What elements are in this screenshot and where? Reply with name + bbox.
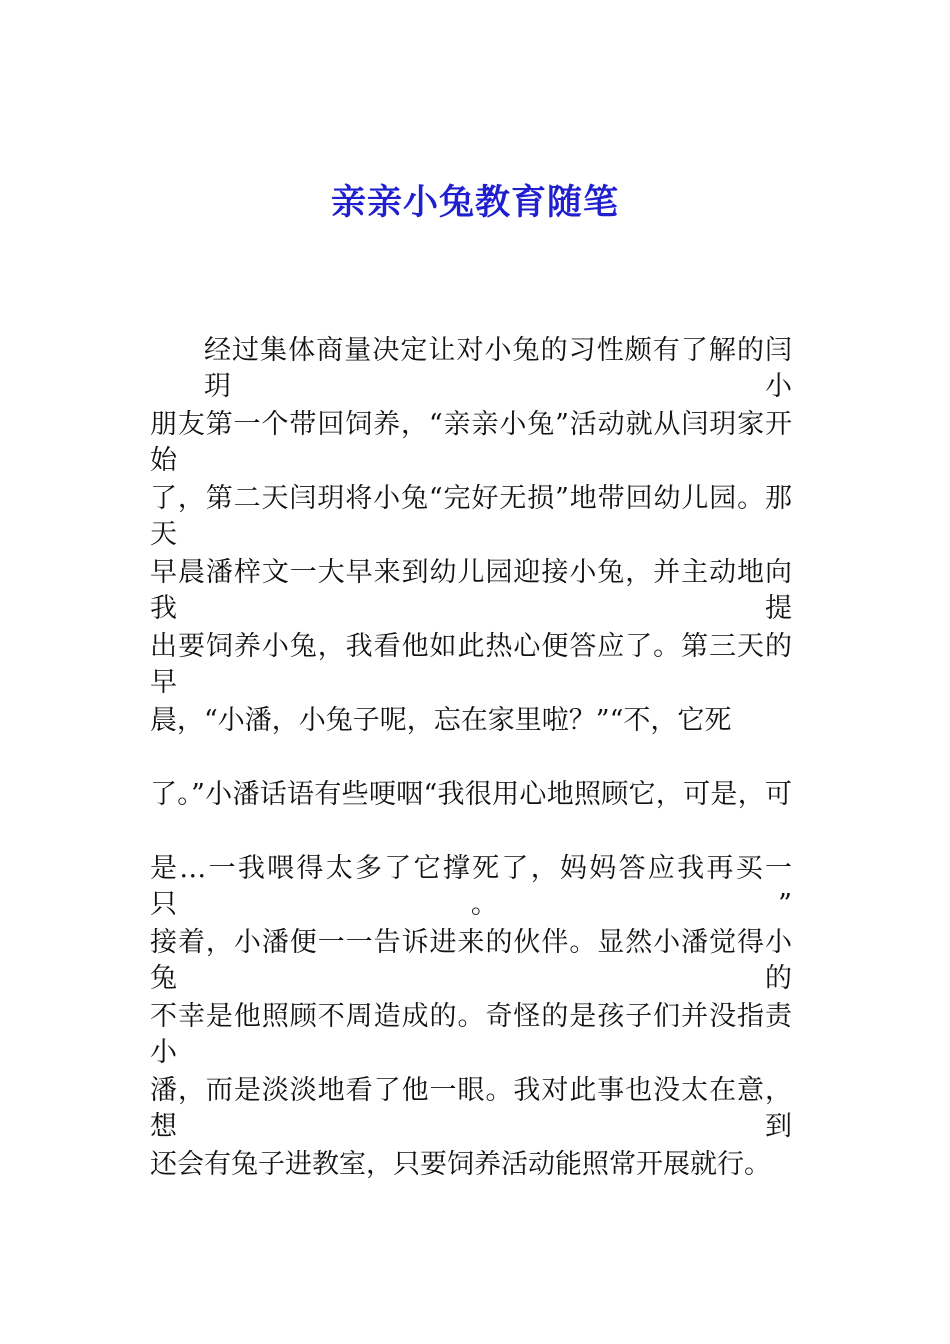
paragraph-line-2: 朋友第一个带回饲养，“亲亲小兔”活动就从闫玥家开始	[150, 409, 792, 476]
paragraph-line-11: 潘，而是淡淡地看了他一眼。我对此事也没太在意，想到	[150, 1075, 792, 1142]
paragraph-line-10: 不幸是他照顾不周造成的。奇怪的是孩子们并没指责小	[150, 1001, 792, 1068]
paragraph-line-4: 早晨潘梓文一大早来到幼儿园迎接小兔，并主动地向我提	[150, 557, 792, 624]
paragraph-line-12: 还会有兔子进教室，只要饲养活动能照常开展就行。	[150, 1149, 771, 1180]
paragraph-line-3: 了，第二天闫玥将小兔“完好无损”地带回幼儿园。那天	[150, 483, 792, 550]
paragraph-line-6: 晨，“小潘，小兔子呢，忘在家里啦？”“不，它死	[150, 705, 732, 736]
paragraph-line-1: 经过集体商量决定让对小兔的习性颇有了解的闫玥小	[204, 335, 792, 402]
document-title: 亲亲小兔教育随笔	[330, 183, 619, 223]
paragraph-line-8: 是…一我喂得太多了它撑死了，妈妈答应我再买一只。”	[150, 853, 792, 920]
paragraph-line-7: 了。”小潘话语有些哽咽“我很用心地照顾它，可是，可	[150, 779, 792, 810]
paragraph-line-5: 出要饲养小兔，我看他如此热心便答应了。第三天的早	[150, 631, 792, 698]
paragraph-line-9: 接着，小潘便一一告诉进来的伙伴。显然小潘觉得小兔的	[150, 927, 792, 994]
